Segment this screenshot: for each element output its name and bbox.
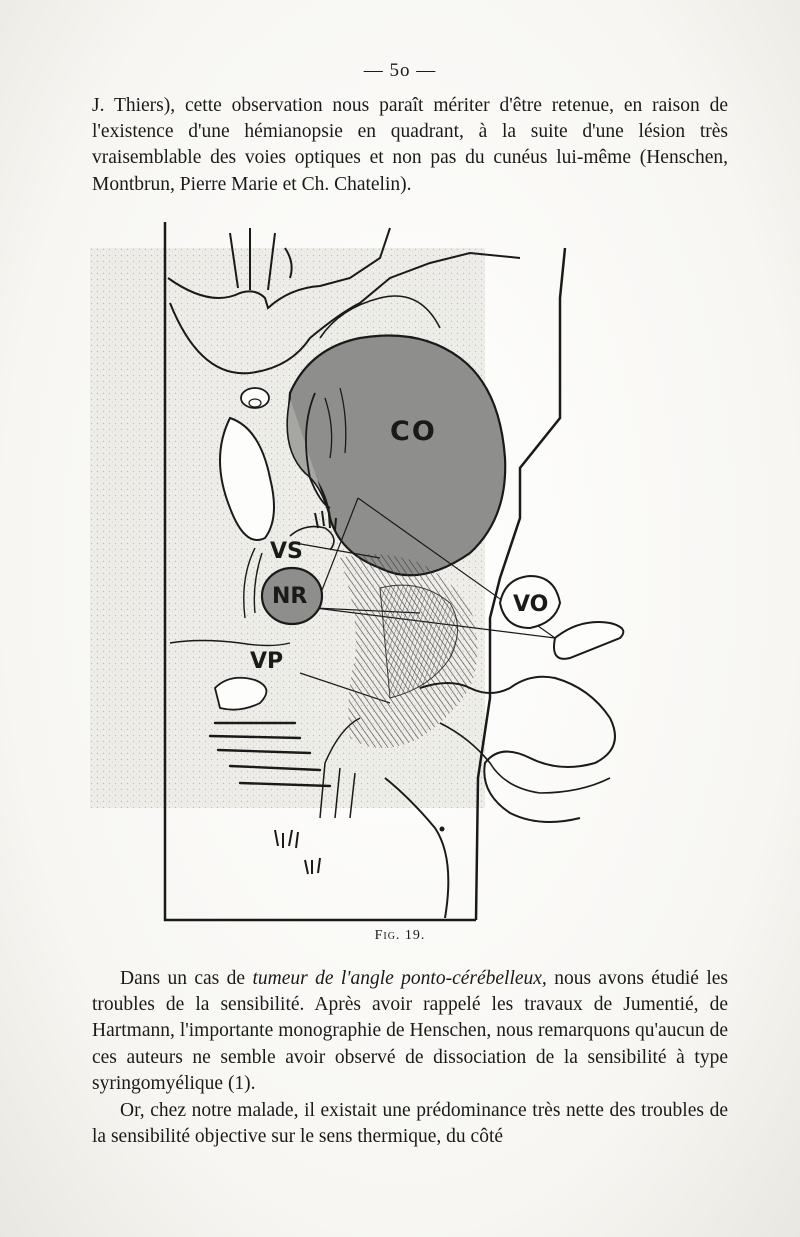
paragraph-2: Or, chez notre malade, il existait une prédominance très nette des troubles de la sensibilité objective sur le sens thermique, du côté [92,1100,728,1148]
paragraph-1-italic: tumeur de l'angle ponto-cérébelleux, [252,968,547,989]
bottom-fibers-2 [305,858,320,874]
bottom-fibers [275,830,298,848]
small-oval-2 [249,399,261,407]
figure-drawing [90,218,740,928]
label-nr: NR [272,584,308,609]
figure-caption: Fig. 19. [374,928,426,943]
label-vs: VS [270,539,303,564]
label-vp: VP [250,649,284,674]
paragraph-1-start: Dans un cas de [120,968,253,989]
paragraph-1 [92,966,728,1097]
label-vo: VO [513,592,549,617]
dot-mark [440,827,445,832]
page-number: — 5o — [363,60,437,81]
paragraph-1-end: nous avons étudié les troubles de la sensibilité. Après avoir rappelé les travaux de Jumentié, de Hartmann, l'importante monographie de Henschen, nous remarquons qu'aucun de ces auteurs ne semble avoir observé de dissociation de la sensibilité à type syringomyélique (1). [92,968,729,1094]
right-process [554,622,623,659]
label-co: CO [390,416,437,447]
anatomical-figure [90,218,740,928]
paragraph-top: J. Thiers), cette observation nous paraît mériter d'être retenue, en raison de l'existence d'une hémianopsie en quadrant, à la suite d'une lésion très vraisemblable des voies optiques et non pas du cunéus lui-même (Henschen, Montbrun, Pierre Marie et Ch. Chatelin). [92,95,728,195]
